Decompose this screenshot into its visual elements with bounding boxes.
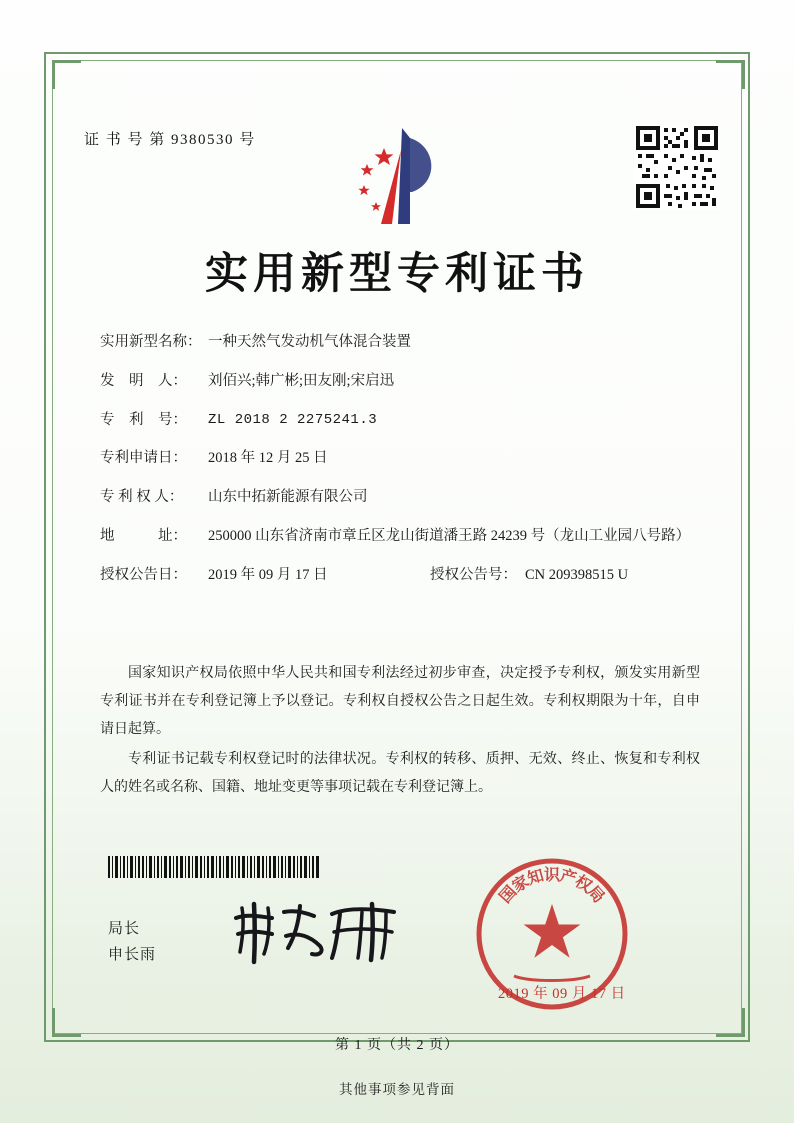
paragraph-1: 国家知识产权局依照中华人民共和国专利法经过初步审查，决定授予专利权，颁发实用新型专利证书并在专利登记簿上予以登记。专利权自授权公告之日起生效。专利权期限为十年，自申请日起算。 (100, 666, 700, 737)
legal-text (100, 660, 700, 804)
paragraph-2: 专利证书记载专利权登记时的法律状况。专利权的转移、质押、无效、终止、恢复和专利权人的姓名或名称、国籍、地址变更等事项记载在专利登记簿上。 (100, 752, 700, 795)
corner-mark-top-right (716, 60, 745, 89)
field-value: ZL 2018 2 2275241.3 (208, 411, 378, 428)
svg-text:权: 权 (571, 872, 595, 896)
barcode (108, 856, 320, 878)
page-title: 实用新型专利证书 (205, 249, 589, 299)
svg-text:国: 国 (496, 883, 521, 907)
field-value: 山东中拓新能源有限公司 (208, 489, 368, 505)
field-row-grant (100, 565, 700, 587)
field-value-grant-date: 2019 年 09 月 17 日 (208, 566, 328, 583)
field-value: 一种天然气发动机气体混合装置 (208, 334, 411, 350)
field-label: 专 利 号： (100, 411, 187, 428)
bottom-note: 其他事项参见背面 (339, 1082, 455, 1097)
field-row-application-date (100, 448, 700, 470)
corner-mark-bottom-right (716, 1008, 745, 1037)
svg-text:识: 识 (543, 867, 561, 884)
field-label: 地 址： (100, 527, 187, 544)
field-value: 刘佰兴;韩广彬;田友刚;宋启迅 (208, 372, 395, 389)
field-label-grant-number: 授权公告号： (430, 566, 517, 583)
field-value-grant-number: CN 209398515 U (525, 566, 629, 583)
svg-text:产: 产 (558, 867, 579, 889)
field-row-inventor (100, 371, 700, 393)
director-role-label: 局长 (108, 921, 141, 937)
field-value: 2018 年 12 月 25 日 (208, 450, 328, 467)
corner-mark-top-left (52, 60, 81, 89)
svg-text:家: 家 (509, 872, 533, 896)
page-number: 第 1 页（共 2 页） (335, 1038, 459, 1053)
field-row-name (100, 332, 700, 354)
handwritten-signature (228, 896, 418, 966)
cnipa-logo (340, 120, 460, 232)
corner-mark-bottom-left (52, 1008, 81, 1037)
certificate-number: 证 书 号 第 9380530 号 (84, 132, 256, 148)
field-row-patent-number (100, 410, 700, 432)
field-label: 专 利 权 人： (100, 489, 184, 505)
field-row-patentee (100, 487, 700, 509)
field-row-address (100, 526, 700, 548)
seal-date: 2019 年 09 月 17 日 (498, 986, 626, 1002)
qr-code (634, 124, 720, 210)
field-label: 发 明 人： (100, 372, 187, 389)
field-label: 实用新型名称： (100, 334, 202, 350)
field-list (100, 332, 700, 603)
field-label: 专利申请日： (100, 450, 187, 467)
svg-text:局: 局 (583, 883, 608, 907)
signature-block (108, 916, 156, 969)
director-name-label: 申长雨 (108, 947, 157, 964)
field-label-grant-date: 授权公告日： (100, 566, 187, 583)
svg-text:知: 知 (525, 867, 546, 889)
field-value: 250000 山东省济南市章丘区龙山街道潘王路 24239 号（龙山工业园八号路） (208, 527, 691, 544)
